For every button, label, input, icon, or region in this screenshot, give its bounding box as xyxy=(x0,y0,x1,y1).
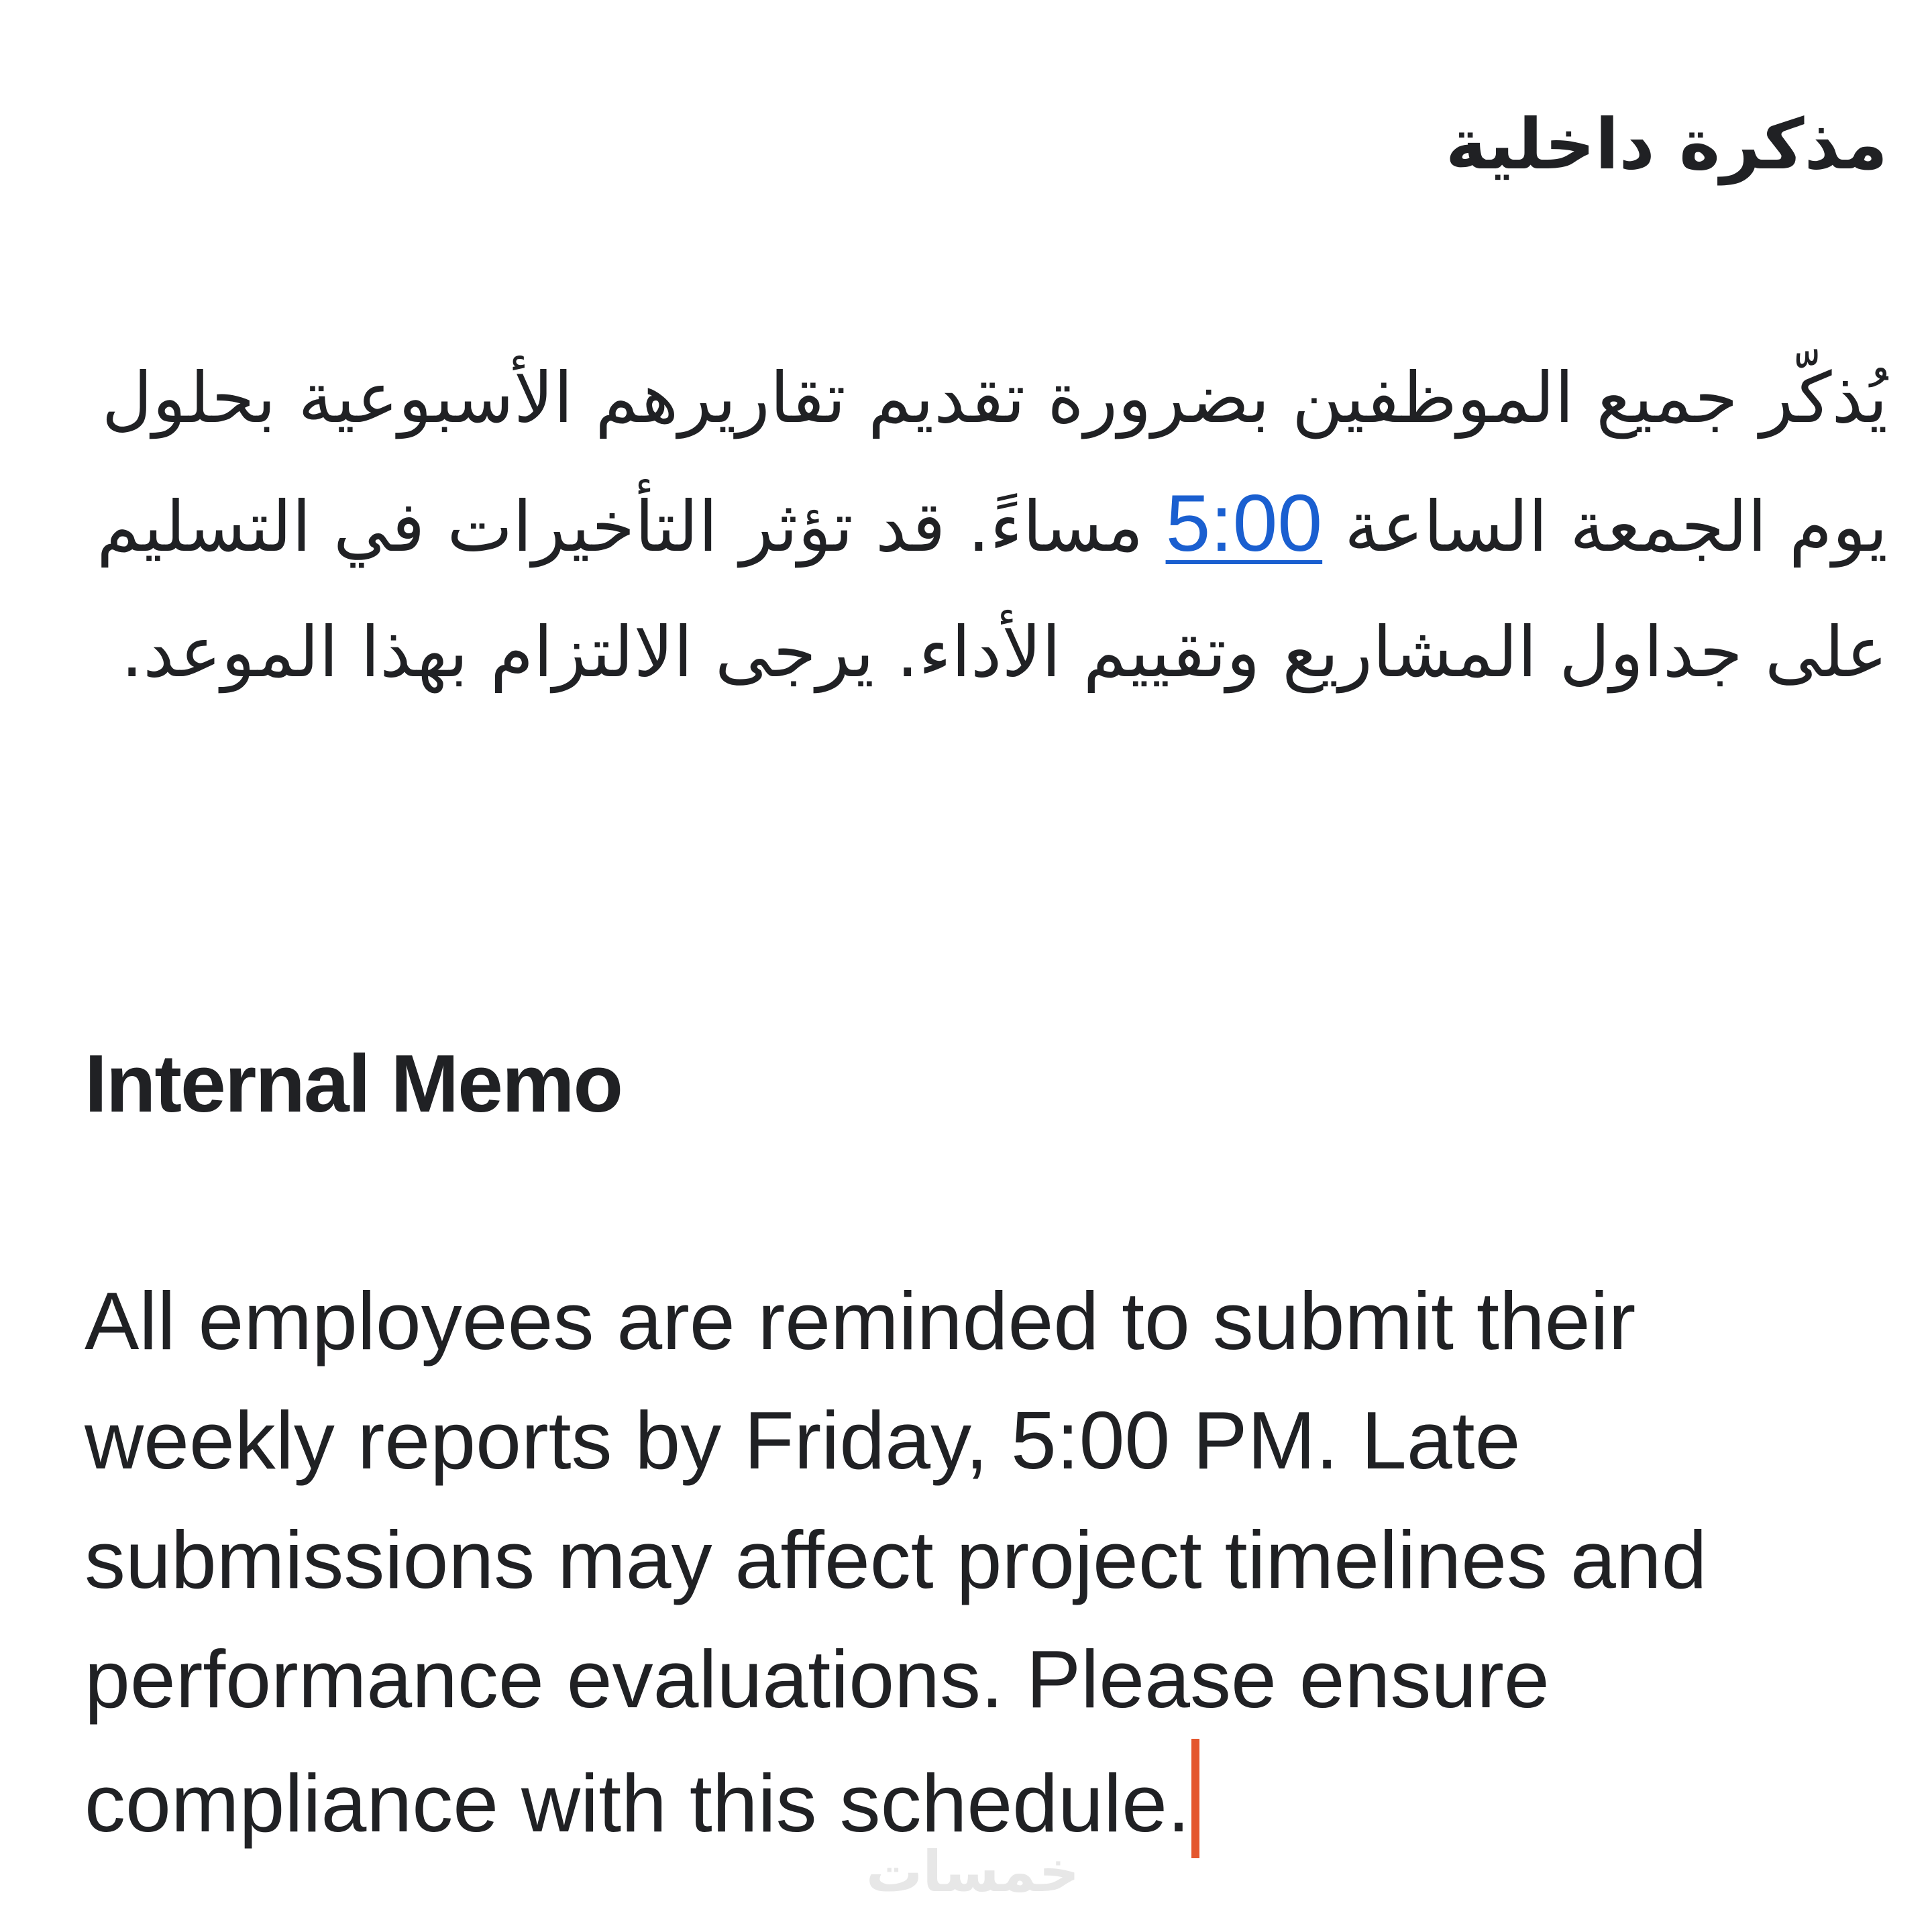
english-body-line-1: All employees are reminded to submit their xyxy=(85,1275,1636,1366)
english-body-line-3: submissions may affect project timelines and xyxy=(85,1514,1707,1605)
arabic-memo-body xyxy=(16,335,1888,715)
arabic-body-text-continued: مساءً. قد تؤثر التأخيرات في التسليم على جداول المشاريع وتقييم الأداء. يرجى الالتزام بهذا الموعد. xyxy=(97,486,1888,693)
arabic-memo-title: مذكرة داخلية xyxy=(1445,103,1888,185)
english-memo-body xyxy=(85,1261,1896,1863)
time-link[interactable]: 5:00 xyxy=(1165,478,1323,568)
english-memo-title: Internal Memo xyxy=(85,1038,623,1129)
arabic-body-text: يُذكّر جميع الموظفين بضرورة تقديم تقاريرهم الأسبوعية بحلول يوم الجمعة الساعة xyxy=(101,357,1888,568)
watermark-logo: خمسات xyxy=(865,1839,1080,1904)
english-body-line-2: weekly reports by Friday, 5:00 PM. Late xyxy=(85,1395,1521,1486)
english-body-line-4: performance evaluations. Please ensure xyxy=(85,1633,1550,1725)
english-body-line-5: compliance with this schedule. xyxy=(85,1758,1190,1849)
text-cursor xyxy=(1191,1739,1199,1858)
